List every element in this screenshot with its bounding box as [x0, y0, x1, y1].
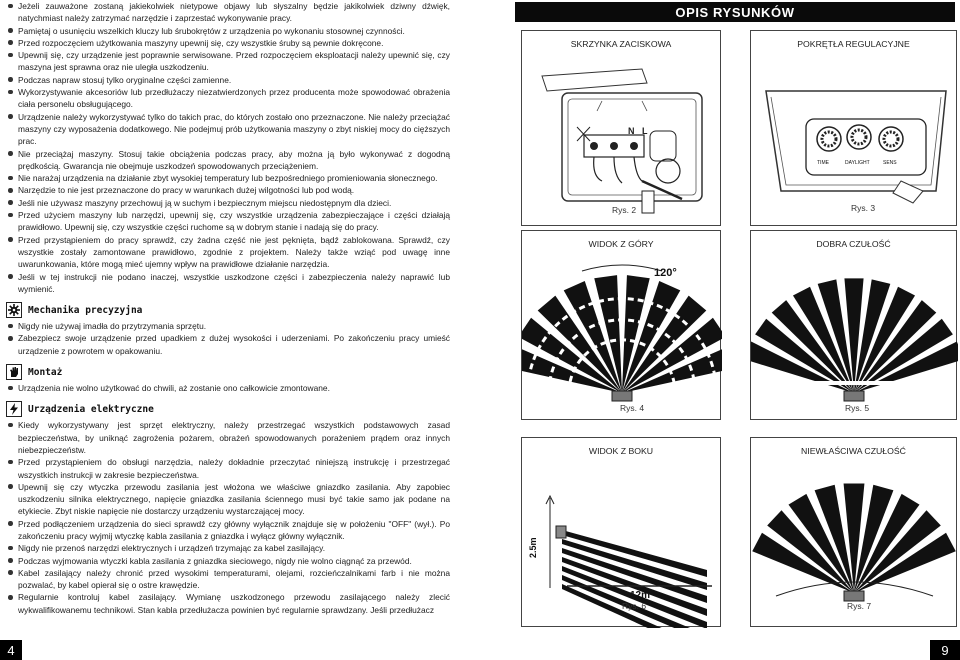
knob-sens[interactable]: [879, 127, 903, 151]
knob-daylight[interactable]: [847, 125, 871, 149]
section-title: Urządzenia elektryczne: [28, 403, 154, 415]
list-item: Kiedy wykorzystywany jest sprzęt elektryczny, należy przestrzegać wszystkich podstawowych zasad bezpieczeństwa, by uniknąć zagrożenia pożarem, obrażeń spowodowanych porażeniem prądem oraz innych niebezpieczeństw.: [6, 419, 450, 456]
improper-sensitivity-drawing: [751, 438, 958, 628]
section-title: Mechanika precyzyjna: [28, 304, 143, 316]
page-number-right: 9: [930, 640, 960, 660]
section-heading-assembly: [6, 364, 450, 380]
right-page: [513, 0, 960, 660]
list-item: Urządzenia nie wolno użytkować do chwili, aż zostanie ono całkowicie zmontowane.: [6, 382, 450, 394]
list-item: Narzędzie to nie jest przeznaczone do pracy w warunkach dużej wilgotności lub pod wodą.: [6, 184, 450, 196]
list-item: Przed przystąpieniem do obsługi narzędzia, należy dokładnie przeczytać niniejszą instrukcję i przestrzegać wszystkich instrukcji w zakresie bezpieczeństwa.: [6, 456, 450, 481]
panel-title: DOBRA CZUŁOŚĆ: [816, 239, 891, 249]
panel-adjustment-knobs: [750, 30, 957, 226]
section-list: [6, 320, 450, 357]
side-view-drawing: [522, 438, 722, 628]
figure-label: Rys. 2: [612, 205, 637, 215]
section-heading-electrical: [6, 401, 450, 417]
good-sensitivity-drawing: [751, 231, 958, 421]
list-item: Nigdy nie przenoś narzędzi elektrycznych i urządzeń trzymając za kabel zasilający.: [6, 542, 450, 554]
knob-label: SENS: [883, 160, 897, 166]
figure-label: Rys. 4: [620, 403, 645, 413]
page-number-left: 4: [0, 640, 22, 660]
safety-list: [6, 0, 450, 295]
panel-title: POKRĘTŁA REGULACYJNE: [797, 39, 910, 49]
list-item: Nigdy nie używaj imadła do przytrzymania sprzętu.: [6, 320, 450, 332]
section-heading-mechanics: [6, 302, 450, 318]
angle-label: 120°: [654, 267, 677, 279]
terminal-label-n: N: [628, 126, 635, 136]
list-item: Podczas wyjmowania wtyczki kabla zasilania z gniazdka sieciowego, nigdy nie wolno ciągnąć za przewód.: [6, 555, 450, 567]
height-label: 2.5m: [528, 537, 538, 558]
panel-title: SKRZYNKA ZACISKOWA: [570, 39, 672, 49]
section-title: Montaż: [28, 366, 63, 378]
panel-title: WIDOK Z BOKU: [588, 446, 654, 456]
list-item: Wykorzystywanie akcesoriów lub przedłużaczy niezatwierdzonych przez producenta może spowodować obrażenia ciała personelu obsługującego.: [6, 86, 450, 111]
figures-header: OPIS RYSUNKÓW: [515, 2, 955, 22]
panel-good-sensitivity: [750, 230, 957, 420]
figure-label: Rys. 3: [851, 203, 876, 213]
panel-improper-sensitivity: [750, 437, 957, 627]
panel-side-view: [521, 437, 721, 627]
panel-title: WIDOK Z GÓRY: [588, 239, 654, 249]
panel-terminal-box: [521, 30, 721, 226]
figure-label: Rys. 6: [622, 601, 647, 611]
list-item: Pamiętaj o usunięciu wszelkich kluczy lub śrubokrętów z urządzenia po wykonaniu stosownej czynności.: [6, 25, 450, 37]
terminal-label-l: L: [642, 126, 648, 136]
list-item: Przed podłączeniem urządzenia do sieci sprawdź czy główny wyłącznik znajduje się w położeniu "OFF" (wył.). Po zakończeniu pracy wyjmij wtyczkę kabla zasilania z gniazdka i wyłącz główny wyłącznik.: [6, 518, 450, 543]
knob-label: DAYLIGHT: [845, 160, 870, 166]
terminal-box-drawing: [522, 31, 722, 227]
section-list: [6, 382, 450, 394]
section-list: [6, 419, 450, 616]
top-view-fan-drawing: [522, 231, 722, 421]
list-item: Jeśli nie używasz maszyny przechowuj ją w suchym i bezpiecznym miejscu niedostępnym dla dzieci.: [6, 197, 450, 209]
list-item: Urządzenie należy wykorzystywać tylko do takich prac, do których zostało ono przeznaczone. Nie należy przeciążać maszyny czy wyposażenia dodatkowego. Nie podejmuj prób użytkowania maszyny o zbyt niskiej mocy do cięższych prac.: [6, 111, 450, 148]
hand-icon: [6, 364, 22, 380]
list-item: Regularnie kontroluj kabel zasilający. Wymianę uszkodzonego przewodu zasilającego należy zlecić wykwalifikowanemu technikowi. Stan kabla przedłużacza powinien być regularnie sprawdzany. Jeśli przedłużacz: [6, 591, 450, 616]
panel-top-view: [521, 230, 721, 420]
figure-label: Rys. 5: [845, 403, 870, 413]
knob-label: TIME: [817, 160, 829, 166]
list-item: Upewnij się czy wtyczka przewodu zasilania jest włożona we właściwe gniazdko zasilania. Aby zapobiec uszkodzeniu silnika elektrycznego, napięcie gniazdka zasilania ściennego musi być takie samo jak podane na etykiecie. Zbyt niskie napięcie nie dostarczy urządzeniu wystarczającej mocy.: [6, 481, 450, 518]
list-item: Zabezpiecz swoje urządzenie przed upadkiem z dużej wysokości i uderzeniami. Po zakończeniu pracy umieść urządzenie z powrotem w opakowaniu.: [6, 332, 450, 357]
figure-label: Rys. 7: [847, 601, 872, 611]
list-item: Podczas napraw stosuj tylko oryginalne części zamienne.: [6, 74, 450, 86]
knob-time[interactable]: [817, 127, 841, 151]
list-item: Nie przeciążaj maszyny. Stosuj takie obciążenia podczas pracy, aby można ją było wykonywać z dogodną prędkością. Gwarancja nie obejmuje uszkodzeń spowodowanych przeciążeniem.: [6, 148, 450, 173]
list-item: Przed rozpoczęciem użytkowania maszyny upewnij się, czy wszystkie śruby są pewnie dokręcone.: [6, 37, 450, 49]
list-item: Jeśli w tej instrukcji nie podano inaczej, wszystkie uszkodzone części i zabezpieczenia należy naprawić lub wymienić.: [6, 271, 450, 296]
list-item: Jeżeli zauważone zostaną jakiekolwiek nietypowe objawy lub słyszalny będzie jakikolwiek dziwny dźwięk, natychmiast należy zatrzymać narzędzie i zaprzestać wykonywanie pracy.: [6, 0, 450, 25]
list-item: Przed użyciem maszyny lub narzędzi, upewnij się, czy wszystkie urządzenia zabezpieczające i części działają prawidłowo. Upewnij się, czy wszystkie części ruchome są w dobrym stanie i nadają się do pracy.: [6, 209, 450, 234]
list-item: Kabel zasilający należy chronić przed wysokimi temperaturami, olejami, rozcieńczalnikami farb i nie można pozwalać, by kabel opierał się o ostre krawędzie.: [6, 567, 450, 592]
panel-title: NIEWŁAŚCIWA CZUŁOŚĆ: [801, 446, 906, 456]
list-item: Upewnij się, czy urządzenie jest poprawnie serwisowane. Przed rozpoczęciem eksploatacji należy upewnić się, czy maszyna jest sprawna oraz nie uległa uszkodzeniu.: [6, 49, 450, 74]
gear-icon: [6, 302, 22, 318]
lightning-icon: [6, 401, 22, 417]
distance-label: 12m: [630, 590, 651, 601]
knobs-drawing: [751, 31, 958, 227]
list-item: Nie narażaj urządzenia na działanie zbyt wysokiej temperatury lub bezpośredniego promieniowania słonecznego.: [6, 172, 450, 184]
left-page: [6, 0, 450, 640]
list-item: Przed przystąpieniem do pracy sprawdź, czy żadna część nie jest pęknięta, bądź zablokowana. Sprawdź, czy wszystkie zostały zamontowane prawidłowo, zgodnie z projektem. Należy także wziąć pod uwagę inne uwarunkowania, które mogą mieć ujemny wpływ na prawidłowe działanie narzędzia.: [6, 234, 450, 271]
